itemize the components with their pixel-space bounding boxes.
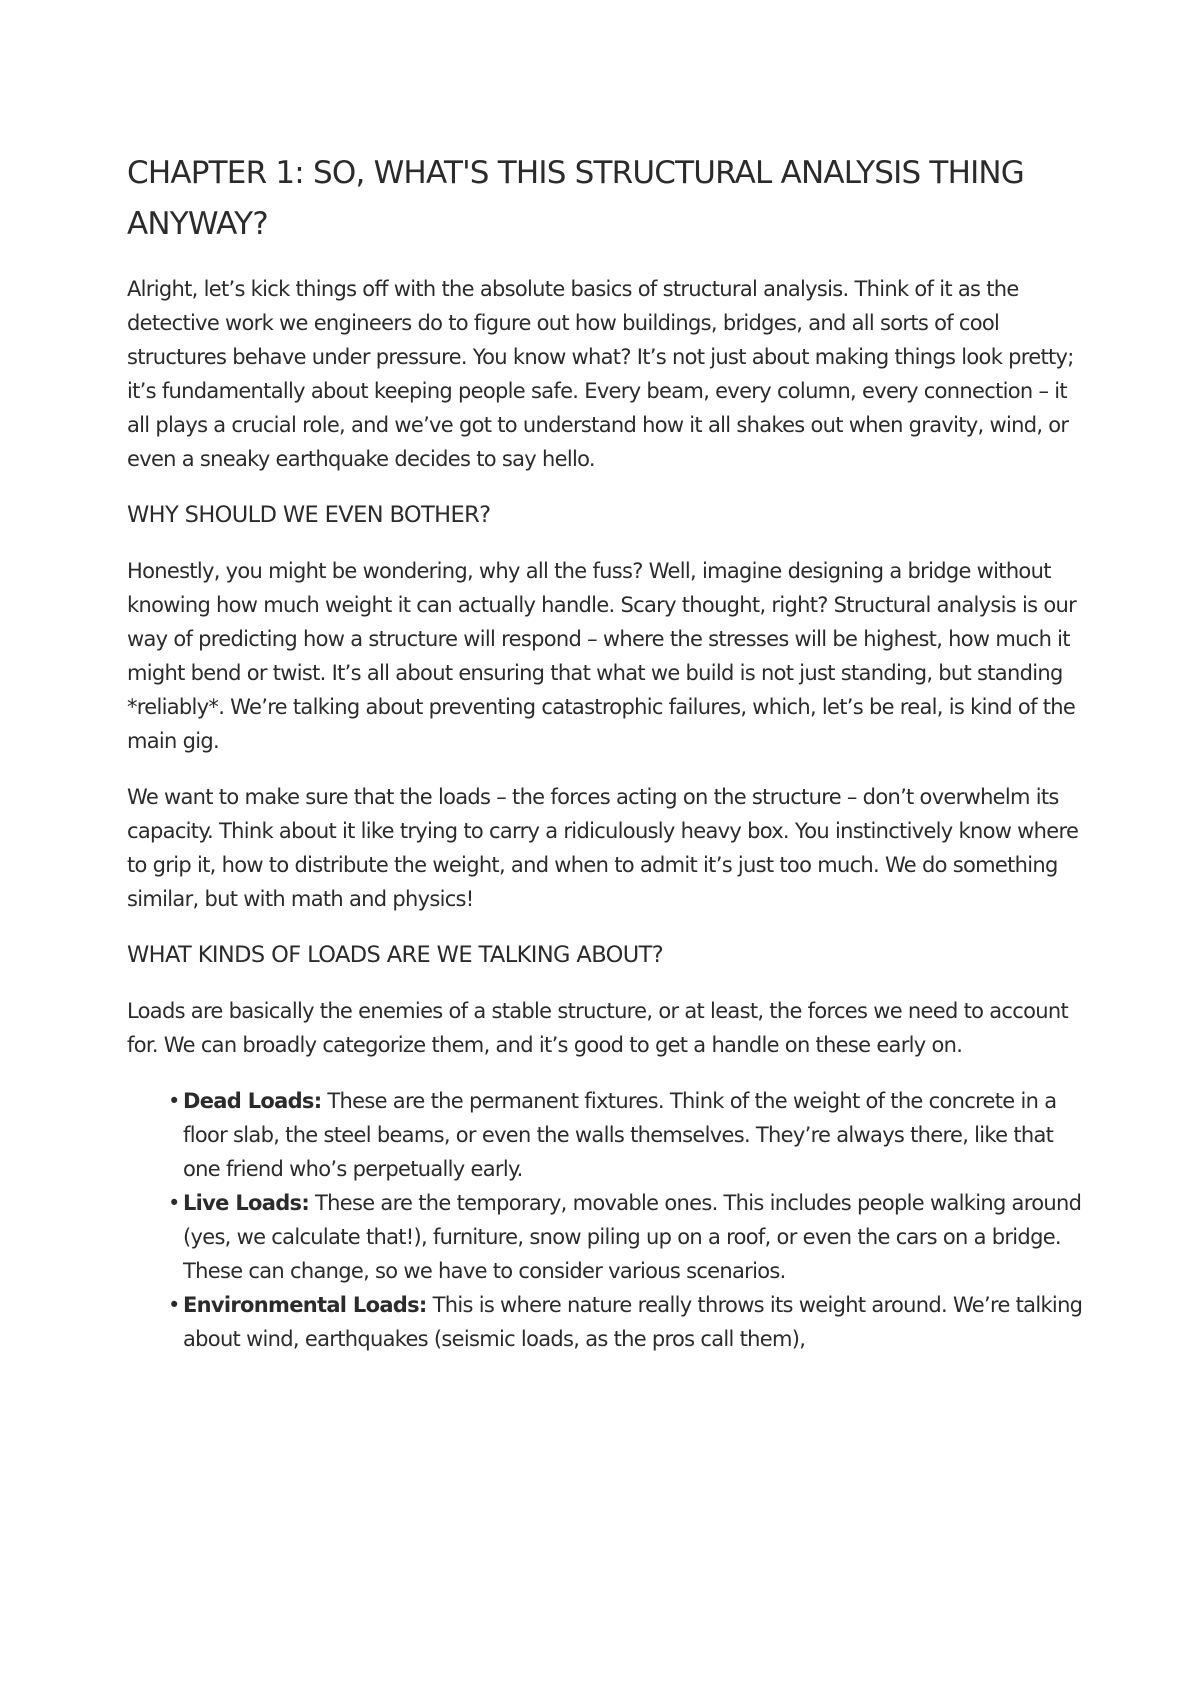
list-item-term: Live Loads: <box>183 1191 310 1215</box>
why-bother-paragraph-2: We want to make sure that the loads – the forces acting on the structure – don’t overwhelm its capacity. Think about it like trying to carry a ridiculously heavy box. You instinctively know where to grip it, how to distribute the weight, and when to admit it’s just too much. We do something similar, but with math and physics! <box>127 785 1079 911</box>
list-item-live-loads <box>168 1186 1087 1288</box>
intro-paragraph: Alright, let’s kick things off with the absolute basics of structural analysis. Think of it as the detective work we engineers do to figure out how buildings, bridges, and all sorts of cool structures behave under pressure. You know what? It’s not just about making things look pretty; it’s fundamentally about keeping people safe. Every beam, every column, every connection – it all plays a crucial role, and we’ve got to understand how it all shakes out when gravity, wind, or even a sneaky earthquake decides to say hello. <box>127 277 1074 471</box>
list-item-term: Dead Loads: <box>183 1089 322 1113</box>
loads-paragraph: Loads are basically the enemies of a stable structure, or at least, the forces we need to account for. We can broadly categorize them, and it’s good to get a handle on these early on. <box>127 999 1068 1057</box>
why-bother-paragraph-1: Honestly, you might be wondering, why all the fuss? Well, imagine designing a bridge without knowing how much weight it can actually handle. Scary thought, right? Structural analysis is our way of predicting how a structure will respond – where the stresses will be highest, how much it might bend or twist. It’s all about ensuring that what we build is not just standing, but standing *reliably*. We’re talking about preventing catastrophic failures, which, let’s be real, is kind of the main gig. <box>127 559 1077 753</box>
list-item-term: Environmental Loads: <box>183 1293 427 1317</box>
list-item-dead-loads <box>168 1084 1087 1186</box>
bullet-icon: • <box>168 1293 180 1317</box>
list-item-environmental-loads <box>168 1288 1087 1356</box>
chapter-title: CHAPTER 1: SO, WHAT'S THIS STRUCTURAL ANALYSIS THING ANYWAY? <box>127 155 1025 242</box>
list-item-text: These are the permanent fixtures. Think of the weight of the concrete in a floor slab, the steel beams, or even the walls themselves. They’re always there, like that one friend who’s perpetually early. <box>183 1089 1057 1181</box>
section-heading-why-bother: WHY SHOULD WE EVEN BOTHER? <box>127 502 491 528</box>
list-item-text: This is where nature really throws its weight around. We’re talking about wind, earthquakes (seismic loads, as the pros call them), <box>183 1293 1083 1351</box>
load-types-list <box>127 1084 1087 1356</box>
list-item-text: These are the temporary, movable ones. This includes people walking around (yes, we calculate that!), furniture, snow piling up on a roof, or even the cars on a bridge. These can change, so we have to consider various scenarios. <box>183 1191 1082 1283</box>
bullet-icon: • <box>168 1191 180 1215</box>
section-heading-loads: WHAT KINDS OF LOADS ARE WE TALKING ABOUT? <box>127 942 664 968</box>
document-page <box>127 148 1087 1356</box>
bullet-icon: • <box>168 1089 180 1113</box>
